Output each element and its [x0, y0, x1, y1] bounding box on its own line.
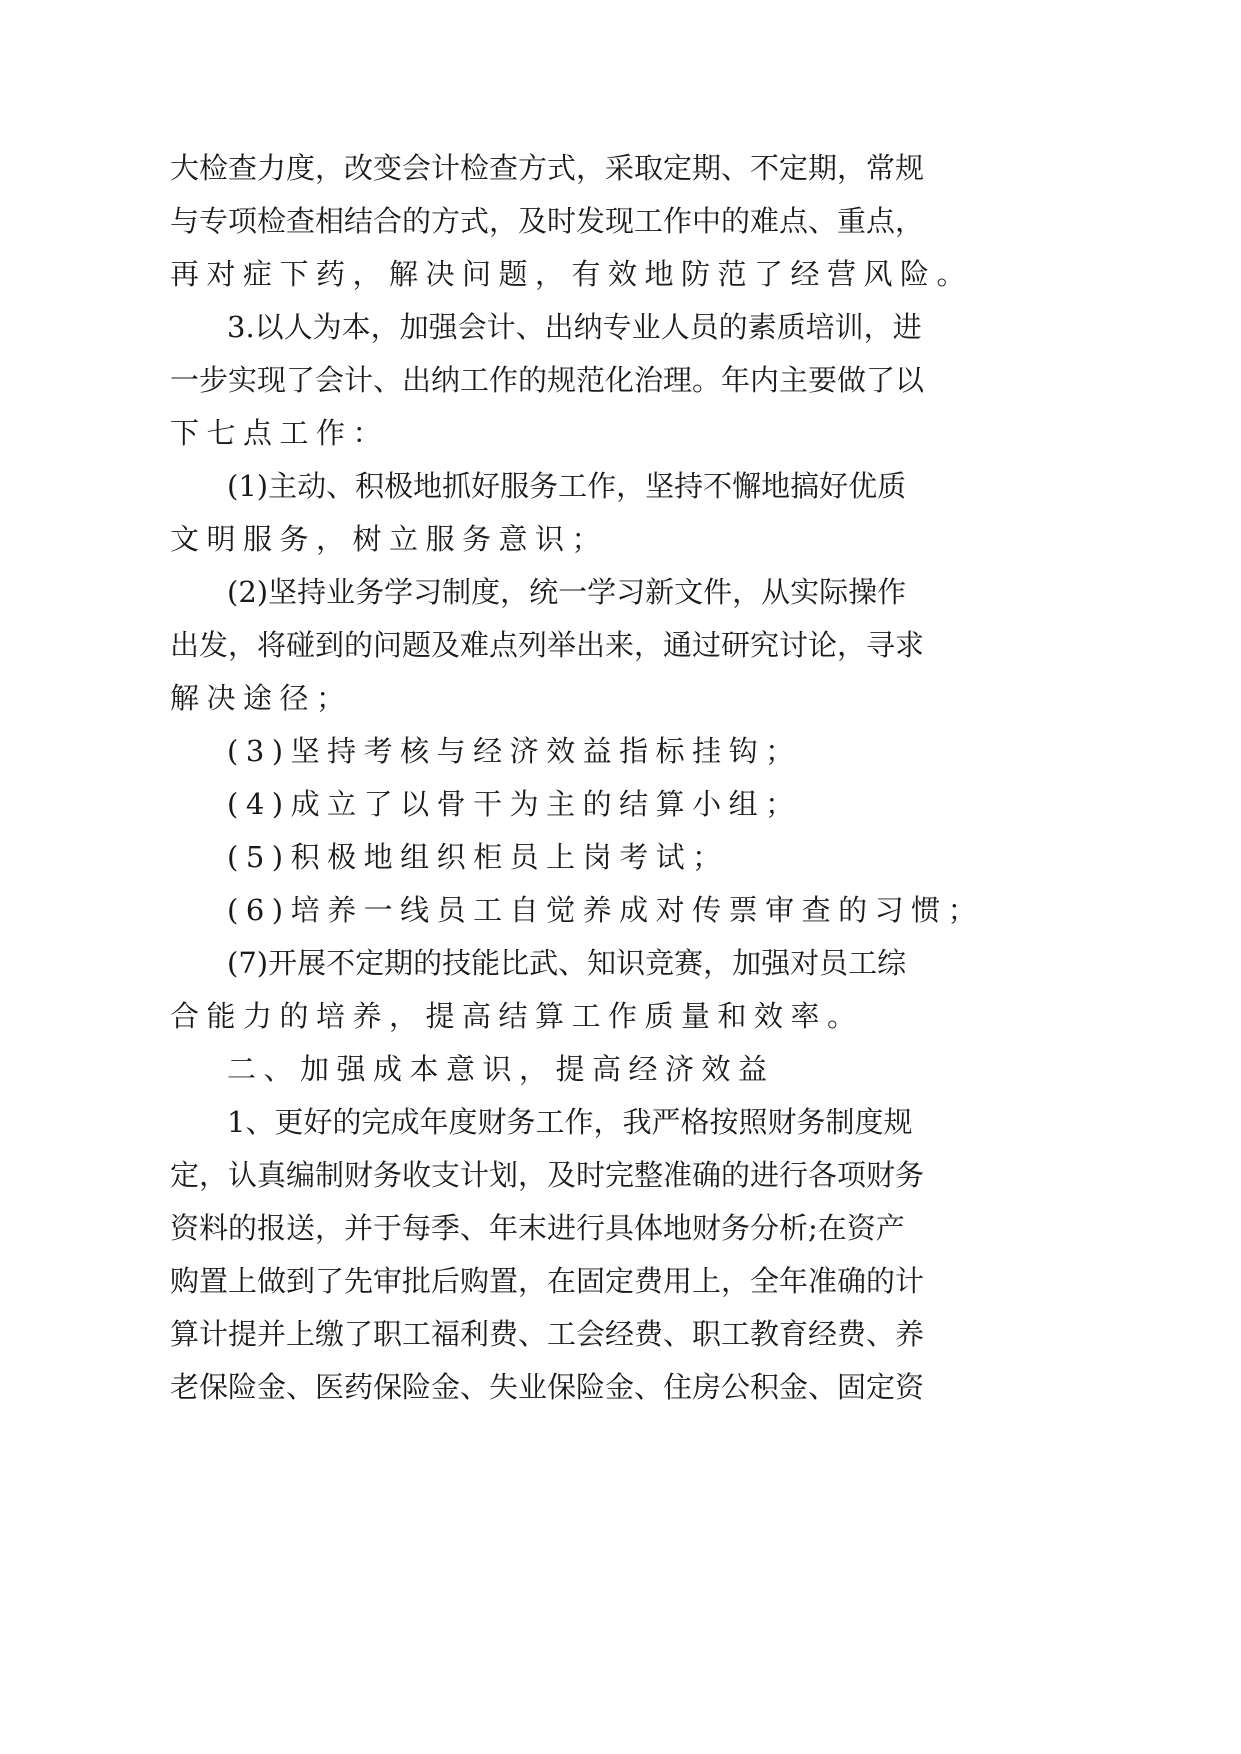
line-text: 资料的报送，并于每季、年末进行具体地财务分析;在资产 — [170, 1211, 905, 1245]
line-text: 合能力的培养，提高结算工作质量和效率。 — [170, 999, 864, 1033]
text-line — [0, 775, 1241, 833]
text-line — [0, 1199, 1241, 1257]
line-text: 解决途径； — [170, 681, 353, 715]
text-line — [0, 1252, 1241, 1310]
text-line — [0, 722, 1241, 780]
line-text: 下七点工作： — [170, 416, 390, 450]
line-text: 定，认真编制财务收支计划，及时完整准确的进行各项财务 — [170, 1158, 925, 1192]
text-line — [0, 987, 1241, 1045]
line-text: (6)培养一线员工自觉养成对传票审查的习惯； — [227, 893, 985, 927]
text-line — [0, 404, 1241, 462]
text-line — [0, 881, 1241, 939]
text-line — [0, 192, 1241, 250]
text-line — [0, 1358, 1241, 1416]
text-line — [0, 351, 1241, 409]
line-text: (4)成立了以骨干为主的结算小组； — [227, 787, 802, 821]
text-line — [0, 669, 1241, 727]
line-text: 1、更好的完成年度财务工作，我严格按照财务制度规 — [227, 1105, 913, 1139]
line-text: 算计提并上缴了职工福利费、工会经费、职工教育经费、养 — [170, 1317, 925, 1351]
text-line — [0, 245, 1241, 303]
text-line — [0, 139, 1241, 197]
text-line — [0, 1305, 1241, 1363]
line-text: 老保险金、医药保险金、失业保险金、住房公积金、固定资 — [170, 1370, 925, 1404]
text-line — [0, 510, 1241, 568]
line-text: 与专项检查相结合的方式，及时发现工作中的难点、重点， — [170, 204, 925, 238]
text-line — [0, 616, 1241, 674]
line-text: (2)坚持业务学习制度，统一学习新文件，从实际操作 — [227, 575, 907, 609]
line-text: 3.以人为本，加强会计、出纳专业人员的素质培训，进 — [227, 310, 922, 344]
line-text: 购置上做到了先审批后购置，在固定费用上，全年准确的计 — [170, 1264, 925, 1298]
line-text: (1)主动、积极地抓好服务工作，坚持不懈地搞好优质 — [227, 469, 907, 503]
line-text: 一步实现了会计、出纳工作的规范化治理。年内主要做了以 — [170, 363, 925, 397]
text-line — [0, 1146, 1241, 1204]
section-heading — [0, 1040, 1241, 1098]
text-line — [0, 828, 1241, 886]
text-line — [0, 934, 1241, 992]
line-text: 大检查力度，改变会计检查方式，采取定期、不定期，常规 — [170, 151, 925, 185]
line-text: (7)开展不定期的技能比武、知识竞赛，加强对员工综 — [227, 946, 907, 980]
text-line — [0, 563, 1241, 621]
line-text: (5)积极地组织柜员上岗考试； — [227, 840, 729, 874]
text-line — [0, 1093, 1241, 1151]
text-line — [0, 457, 1241, 515]
line-text: 二、加强成本意识，提高经济效益 — [227, 1052, 775, 1086]
line-text: 再对症下药，解决问题，有效地防范了经营风险。 — [170, 257, 974, 291]
text-line — [0, 298, 1241, 356]
line-text: 出发，将碰到的问题及难点列举出来，通过研究讨论，寻求 — [170, 628, 925, 662]
line-text: 文明服务，树立服务意识； — [170, 522, 609, 556]
line-text: (3)坚持考核与经济效益指标挂钩； — [227, 734, 802, 768]
